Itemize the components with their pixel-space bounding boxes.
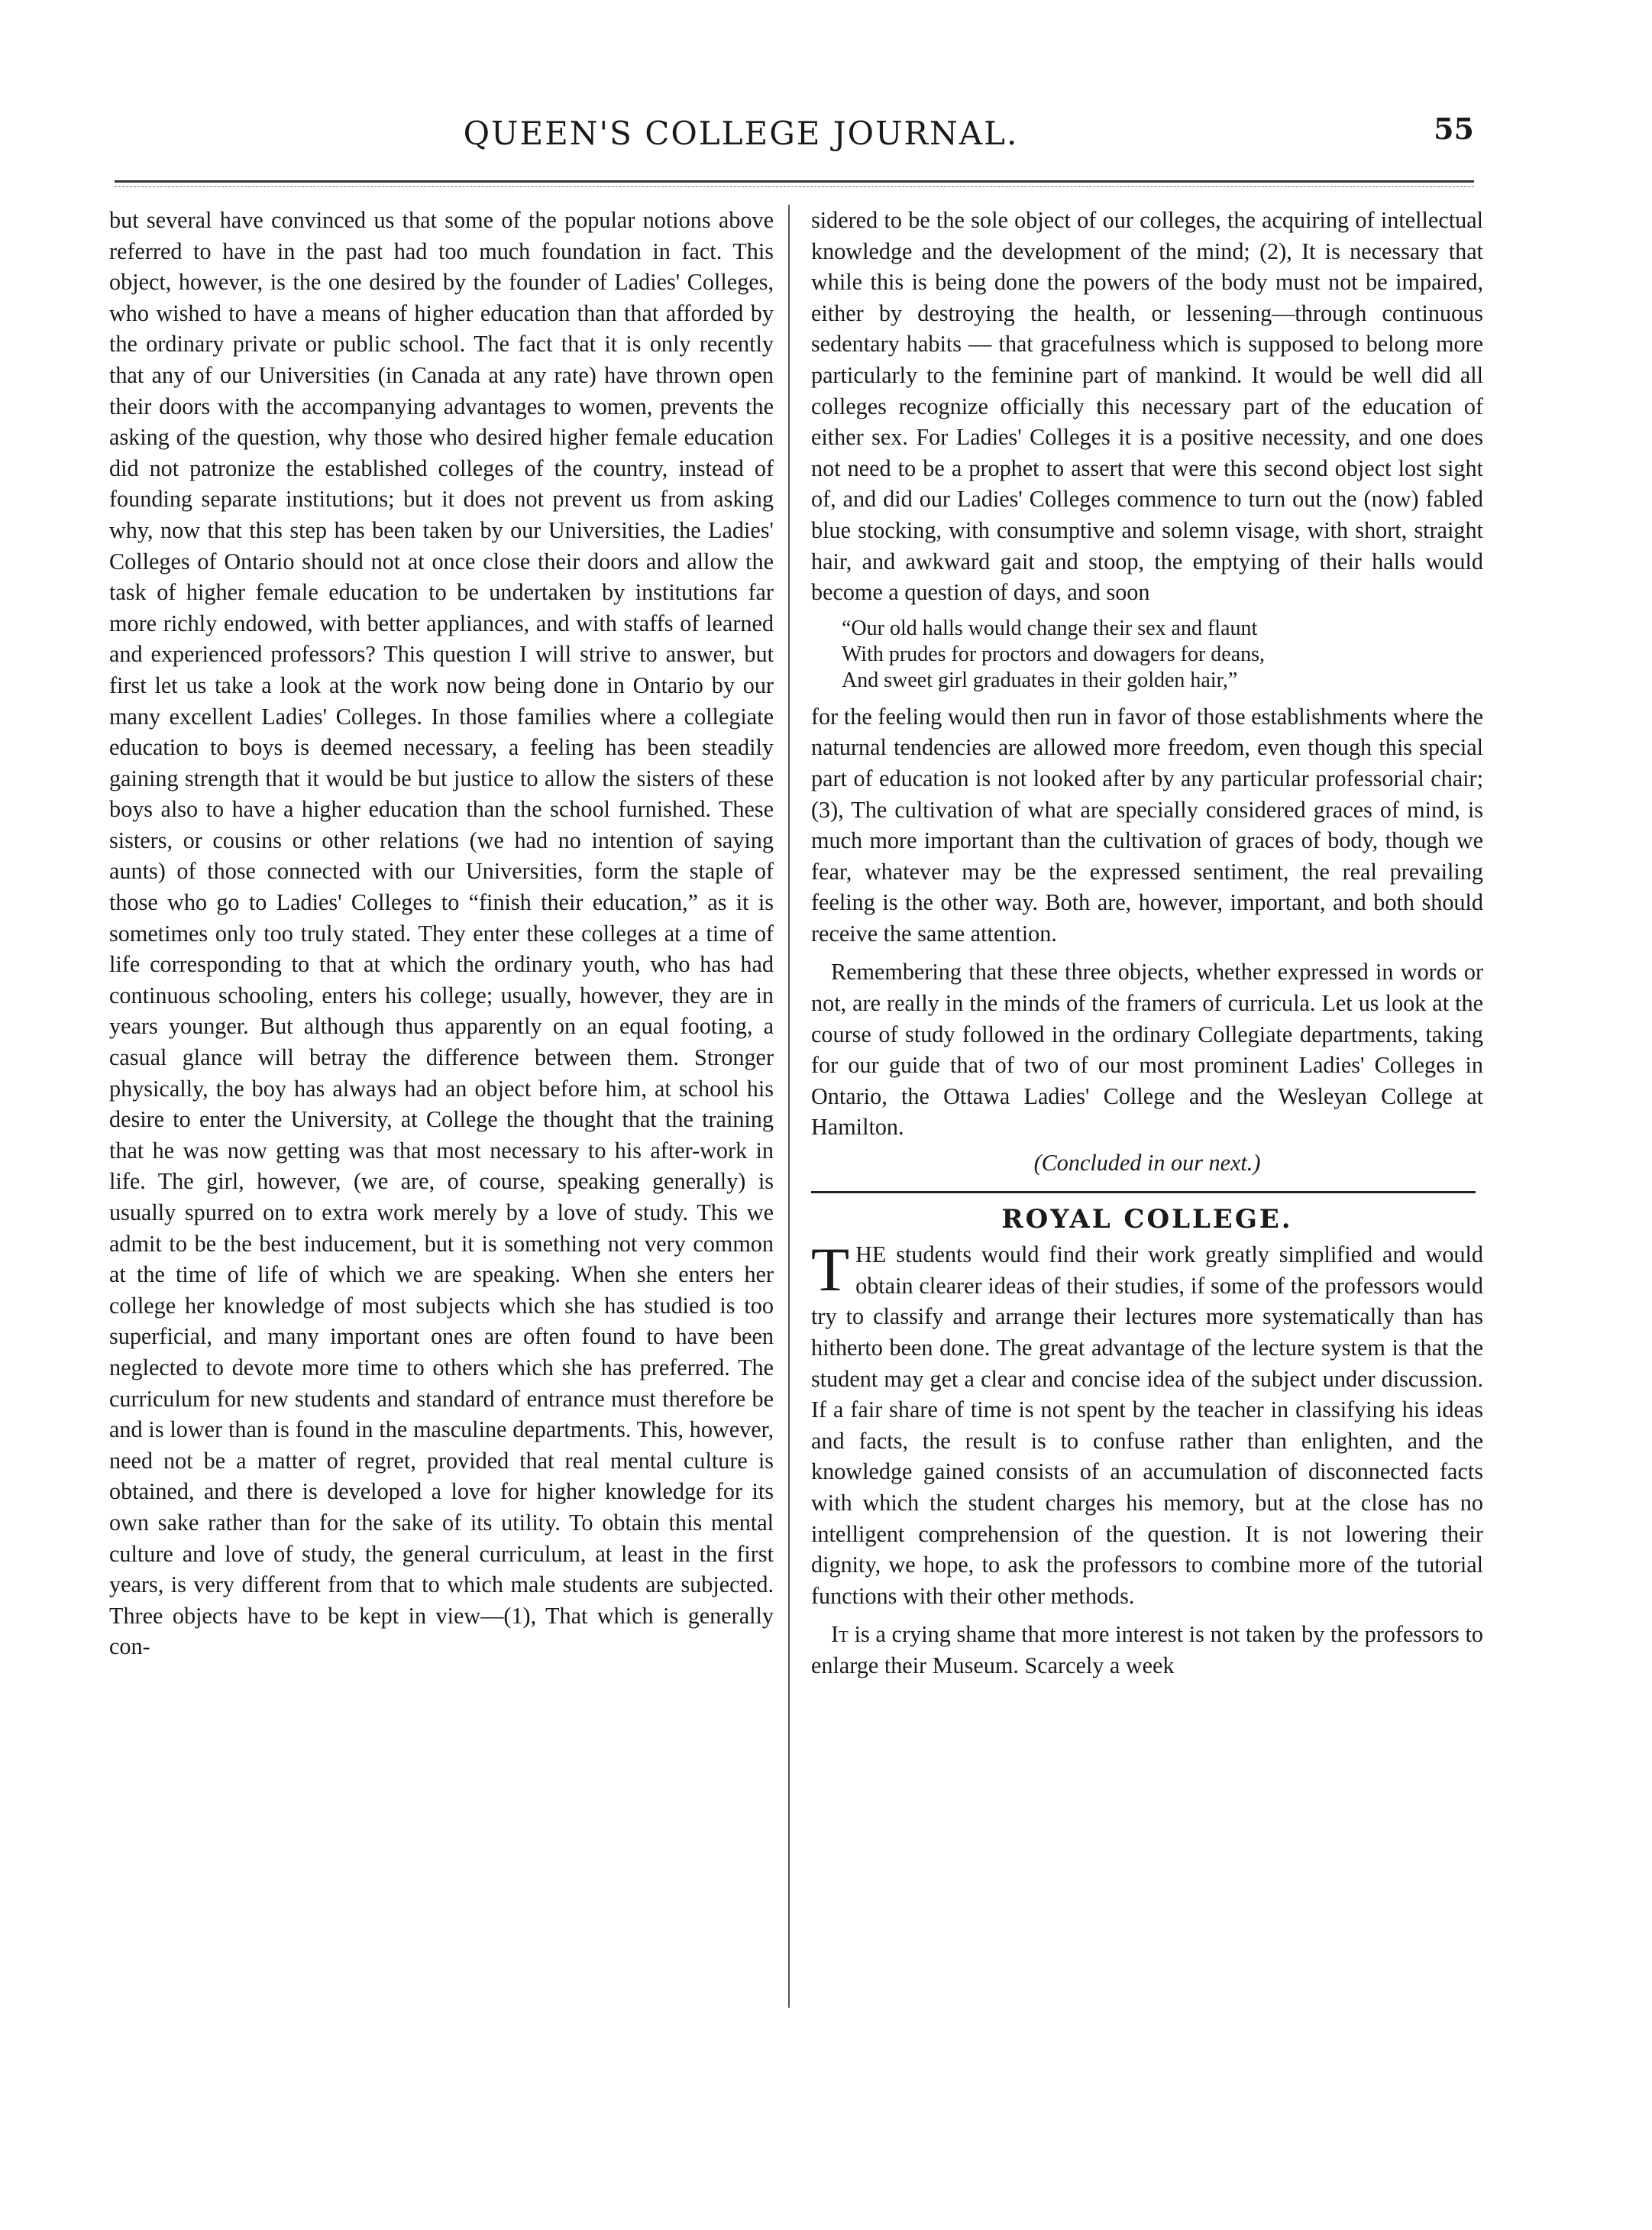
header-rule-secondary bbox=[115, 186, 1474, 187]
royal-college-paragraph bbox=[811, 1235, 1483, 1611]
left-column-paragraph: but several have convinced us that some of the popular notions above referred to have in the past had too much foundation in fact. This object, however, is the one desired by the founder of Ladies' Colleges, who wished to have a means of higher education than that afforded by the ordinary private or public school. The fact that it is only recently that any of our Universities (in Canada at any rate) have thrown open their doors with the accompanying advantages to women, prevents the asking of the question, why those who desired higher female education did not patronize the established colleges of the country, instead of founding separate institutions; but it does not prevent us from asking why, now that this step has been taken by our Universities, the Ladies' Colleges of Ontario should not at once close their doors and allow the task of higher female education to be undertaken by institutions far more richly endowed, with better appliances, and with staffs of learned and experienced professors? This question I will strive to answer, but first let us take a look at the work now being done in Ontario by our many excellent Ladies' Colleges. In those families where a collegiate education to boys is deemed necessary, a feeling has been steadily gaining strength that it would be but justice to allow the sisters of these boys also to have a higher education than the school furnished. These sisters, or cousins or other relations (we had no intention of saying aunts) of those connected with our Universities, form the staple of those who go to Ladies' Colleges to “finish their education,” as it is sometimes only too truly stated. They enter these colleges at a time of life corresponding to that at which the ordinary youth, who has had continuous schooling, enters his college; usually, however, they are in years younger. But although thus apparently on an equal footing, a casual glance will betray the difference between them. Stronger physically, the boy has always had an object before him, at school his desire to enter the University, at College the thought that the training that he was now getting was that most necessary to his after-work in life. The girl, however, (we are, of course, speaking generally) is usually spurred on to extra work merely by a love of study. This we admit to be the best inducement, but it is something not very common at the time of life of which we are speaking. When she enters her college her knowledge of most subjects which she has studied is too superficial, and many important ones are often found to have been neglected to devote more time to others which she has preferred. The curriculum for new students and standard of entrance must therefore be and is lower than is found in the masculine departments. This, however, need not be a matter of regret, provided that real mental culture is obtained, and there is developed a love for higher knowledge for its own sake rather than for the sake of its utility. To obtain this mental culture and love of study, the general curriculum, at least in the first years, is very different from that to which male students are subjected. Three objects have to be kept in view—(1), That which is generally con- bbox=[109, 207, 774, 1660]
concluded-note: (Concluded in our next.) bbox=[1033, 1150, 1261, 1176]
page-number: 55 bbox=[1434, 112, 1474, 146]
right-column-paragraph-2: for the feeling would then run in favor of those establishments where the naturnal tendencies are allowed more freedom, even though this special part of education is not looked after by any particular professorial chair; (3), The cultivation of what are specially considered graces of mind, is much more important than the cultivation of graces of body, though we fear, whatever may be the expressed sentiment, the real prevailing feeling is the other way. Both are, however, important, and both should receive the same attention. bbox=[811, 703, 1483, 947]
museum-paragraph bbox=[811, 1619, 1483, 1681]
left-column bbox=[109, 205, 774, 1662]
journal-title: QUEEN'S COLLEGE JOURNAL. bbox=[463, 115, 1019, 152]
poem-quotation bbox=[842, 616, 1483, 694]
poem-line: With prudes for proctors and dowagers for deans, bbox=[842, 642, 1266, 666]
column-divider bbox=[788, 205, 790, 2008]
section-title: ROYAL COLLEGE. bbox=[1001, 1203, 1293, 1235]
royal-college-text: HE students would find their work greatly simplified and would obtain clearer ideas of their studies, if some of the professors would try to classify and arrange their lectures more systematically than has hitherto been done. The great advantage of the lecture system is that the student may get a clear and concise idea of the subject under discussion. If a fair share of time is not spent by the teacher in classifying his ideas and facts, the result is to confuse rather than enlighten, and the knowledge gained consists of an accumulation of disconnected facts with which the student charges his memory, but at the close has no intelligent comprehension of the question. It is not lowering their dignity, we hope, to ask the professors to combine more of the tutorial functions with their other methods. bbox=[811, 1241, 1483, 1609]
paragraph-lead: It bbox=[831, 1621, 849, 1648]
header-rule bbox=[115, 180, 1474, 183]
drop-cap: T bbox=[811, 1235, 850, 1305]
right-column-paragraph-3: Remembering that these three objects, whether expressed in words or not, are really in the minds of the framers of curricula. Let us look at the course of study followed in the ordinary Collegiate departments, taking for our guide that of two of our most prominent Ladies' Colleges in Ontario, the Ottawa Ladies' College and the Wesleyan College at Hamilton. bbox=[811, 959, 1483, 1141]
right-column-paragraph-1: sidered to be the sole object of our colleges, the acquiring of intellectual knowledge and the development of the mind; (2), It is necessary that while this is being done the powers of the body must not be impaired, either by destroying the health, or lessening—through continuous sedentary habits — that gracefulness which is supposed to belong more particularly to the feminine part of mankind. It would be well did all colleges recognize officially this necessary part of the education of either sex. For Ladies' Colleges it is a positive necessity, and one does not need to be a prophet to assert that were this second object lost sight of, and did our Ladies' Colleges commence to turn out the (now) fabled blue stocking, with consumptive and solemn visage, with short, straight hair, and awkward gait and stoop, the emptying of their halls would become a question of days, and soon bbox=[811, 207, 1483, 606]
page-header bbox=[99, 112, 1474, 176]
museum-text: is a crying shame that more interest is not taken by the professors to enlarge their Museum. Scarcely a week bbox=[811, 1621, 1483, 1678]
poem-line: “Our old halls would change their sex and flaunt bbox=[842, 616, 1258, 640]
section-rule bbox=[811, 1191, 1476, 1193]
poem-line: And sweet girl graduates in their golden hair,” bbox=[842, 668, 1238, 692]
right-column bbox=[811, 205, 1483, 1681]
